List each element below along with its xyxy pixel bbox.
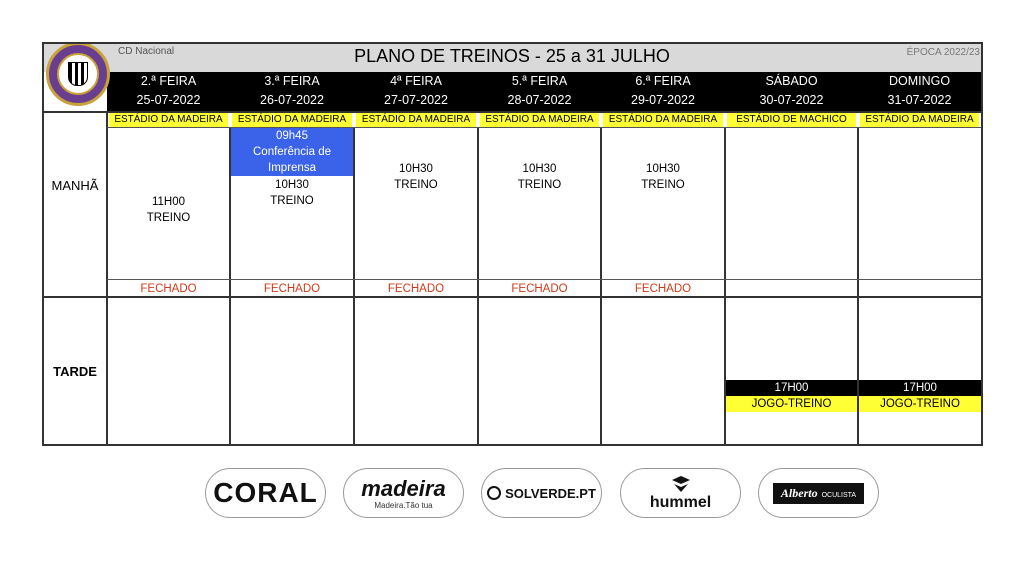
alberto-logo-box [773,483,864,504]
day-name: SÁBADO [765,74,818,88]
solverde-icon [487,486,501,500]
hummel-bee-icon [670,474,692,494]
alberto-logo-sub: OCULISTA [821,491,857,499]
club-name: CD Nacional [118,46,175,57]
day-date: 27-07-2022 [384,93,448,107]
session-time: 11H00 [151,196,186,208]
sponsor-alberto[interactable] [758,468,879,518]
day-date: 26-07-2022 [260,93,324,107]
venue-sat: ESTÁDIO DE MACHICO [727,113,856,127]
madeira-logo-text: madeira [361,475,446,501]
session-label: TREINO [270,195,314,207]
day-date: 25-07-2022 [136,93,201,107]
press-time: 09h45 [276,130,308,142]
day-date: 28-07-2022 [507,93,572,107]
hummel-logo-text: hummel [649,494,712,511]
day-name: 6.ª FEIRA [635,74,691,88]
madeira-tagline: Madeira.Tão tua [374,500,433,510]
sponsor-solverde[interactable] [481,468,602,518]
sponsor-coral[interactable] [205,468,326,518]
session-time: 10H30 [646,163,680,175]
status-fri: FECHADO [634,283,692,295]
day-name: 5.ª FEIRA [511,74,568,88]
venue-fri: ESTÁDIO DA MADEIRA [603,113,723,127]
status-mon: FECHADO [140,283,197,295]
coral-logo-text: CORAL [213,477,318,508]
day-name: 2.ª FEIRA [140,74,197,88]
row-label-afternoon: TARDE [53,364,97,379]
venue-wed: ESTÁDIO DA MADEIRA [356,113,476,127]
page-title: PLANO DE TREINOS - 25 a 31 JULHO [354,46,670,66]
sponsor-madeira[interactable] [343,468,464,518]
status-tue: FECHADO [263,283,321,295]
venue-tue: ESTÁDIO DA MADEIRA [232,113,352,127]
session-label: TREINO [641,179,685,191]
day-date: 29-07-2022 [631,93,695,107]
status-wed: FECHADO [387,283,445,295]
session-label: TREINO [394,179,438,191]
season-label: ÉPOCA 2022/23 [906,47,980,58]
venue-thu: ESTÁDIO DA MADEIRA [480,113,599,127]
session-label: TREINO [146,212,191,224]
day-name: DOMINGO [888,74,951,88]
match-time-sun: 17H00 [859,380,981,396]
venue-sun: ESTÁDIO DA MADEIRA [860,113,979,127]
day-name: 3.ª FEIRA [264,74,320,88]
day-date: 30-07-2022 [759,93,824,107]
solverde-logo-text: SOLVERDE.PT [505,485,596,501]
match-label-sat: JOGO-TREINO [726,396,857,412]
day-date: 31-07-2022 [887,93,952,107]
session-time: 10H30 [399,163,433,175]
match-label-sun: JOGO-TREINO [859,396,981,412]
sponsor-hummel[interactable] [620,468,741,518]
row-label-morning: MANHÃ [51,178,99,193]
status-thu: FECHADO [511,283,568,295]
venue-mon: ESTÁDIO DA MADEIRA [109,113,228,127]
day-name: 4ª FEIRA [390,74,442,88]
schedule-grid [42,42,983,446]
match-time-sat: 17H00 [726,380,857,396]
session-time: 10H30 [522,163,557,175]
session-time: 10H30 [275,179,309,191]
press-label: Conferência de Imprensa [253,146,331,174]
alberto-logo-text: Alberto [780,485,818,500]
session-label: TREINO [517,179,562,191]
